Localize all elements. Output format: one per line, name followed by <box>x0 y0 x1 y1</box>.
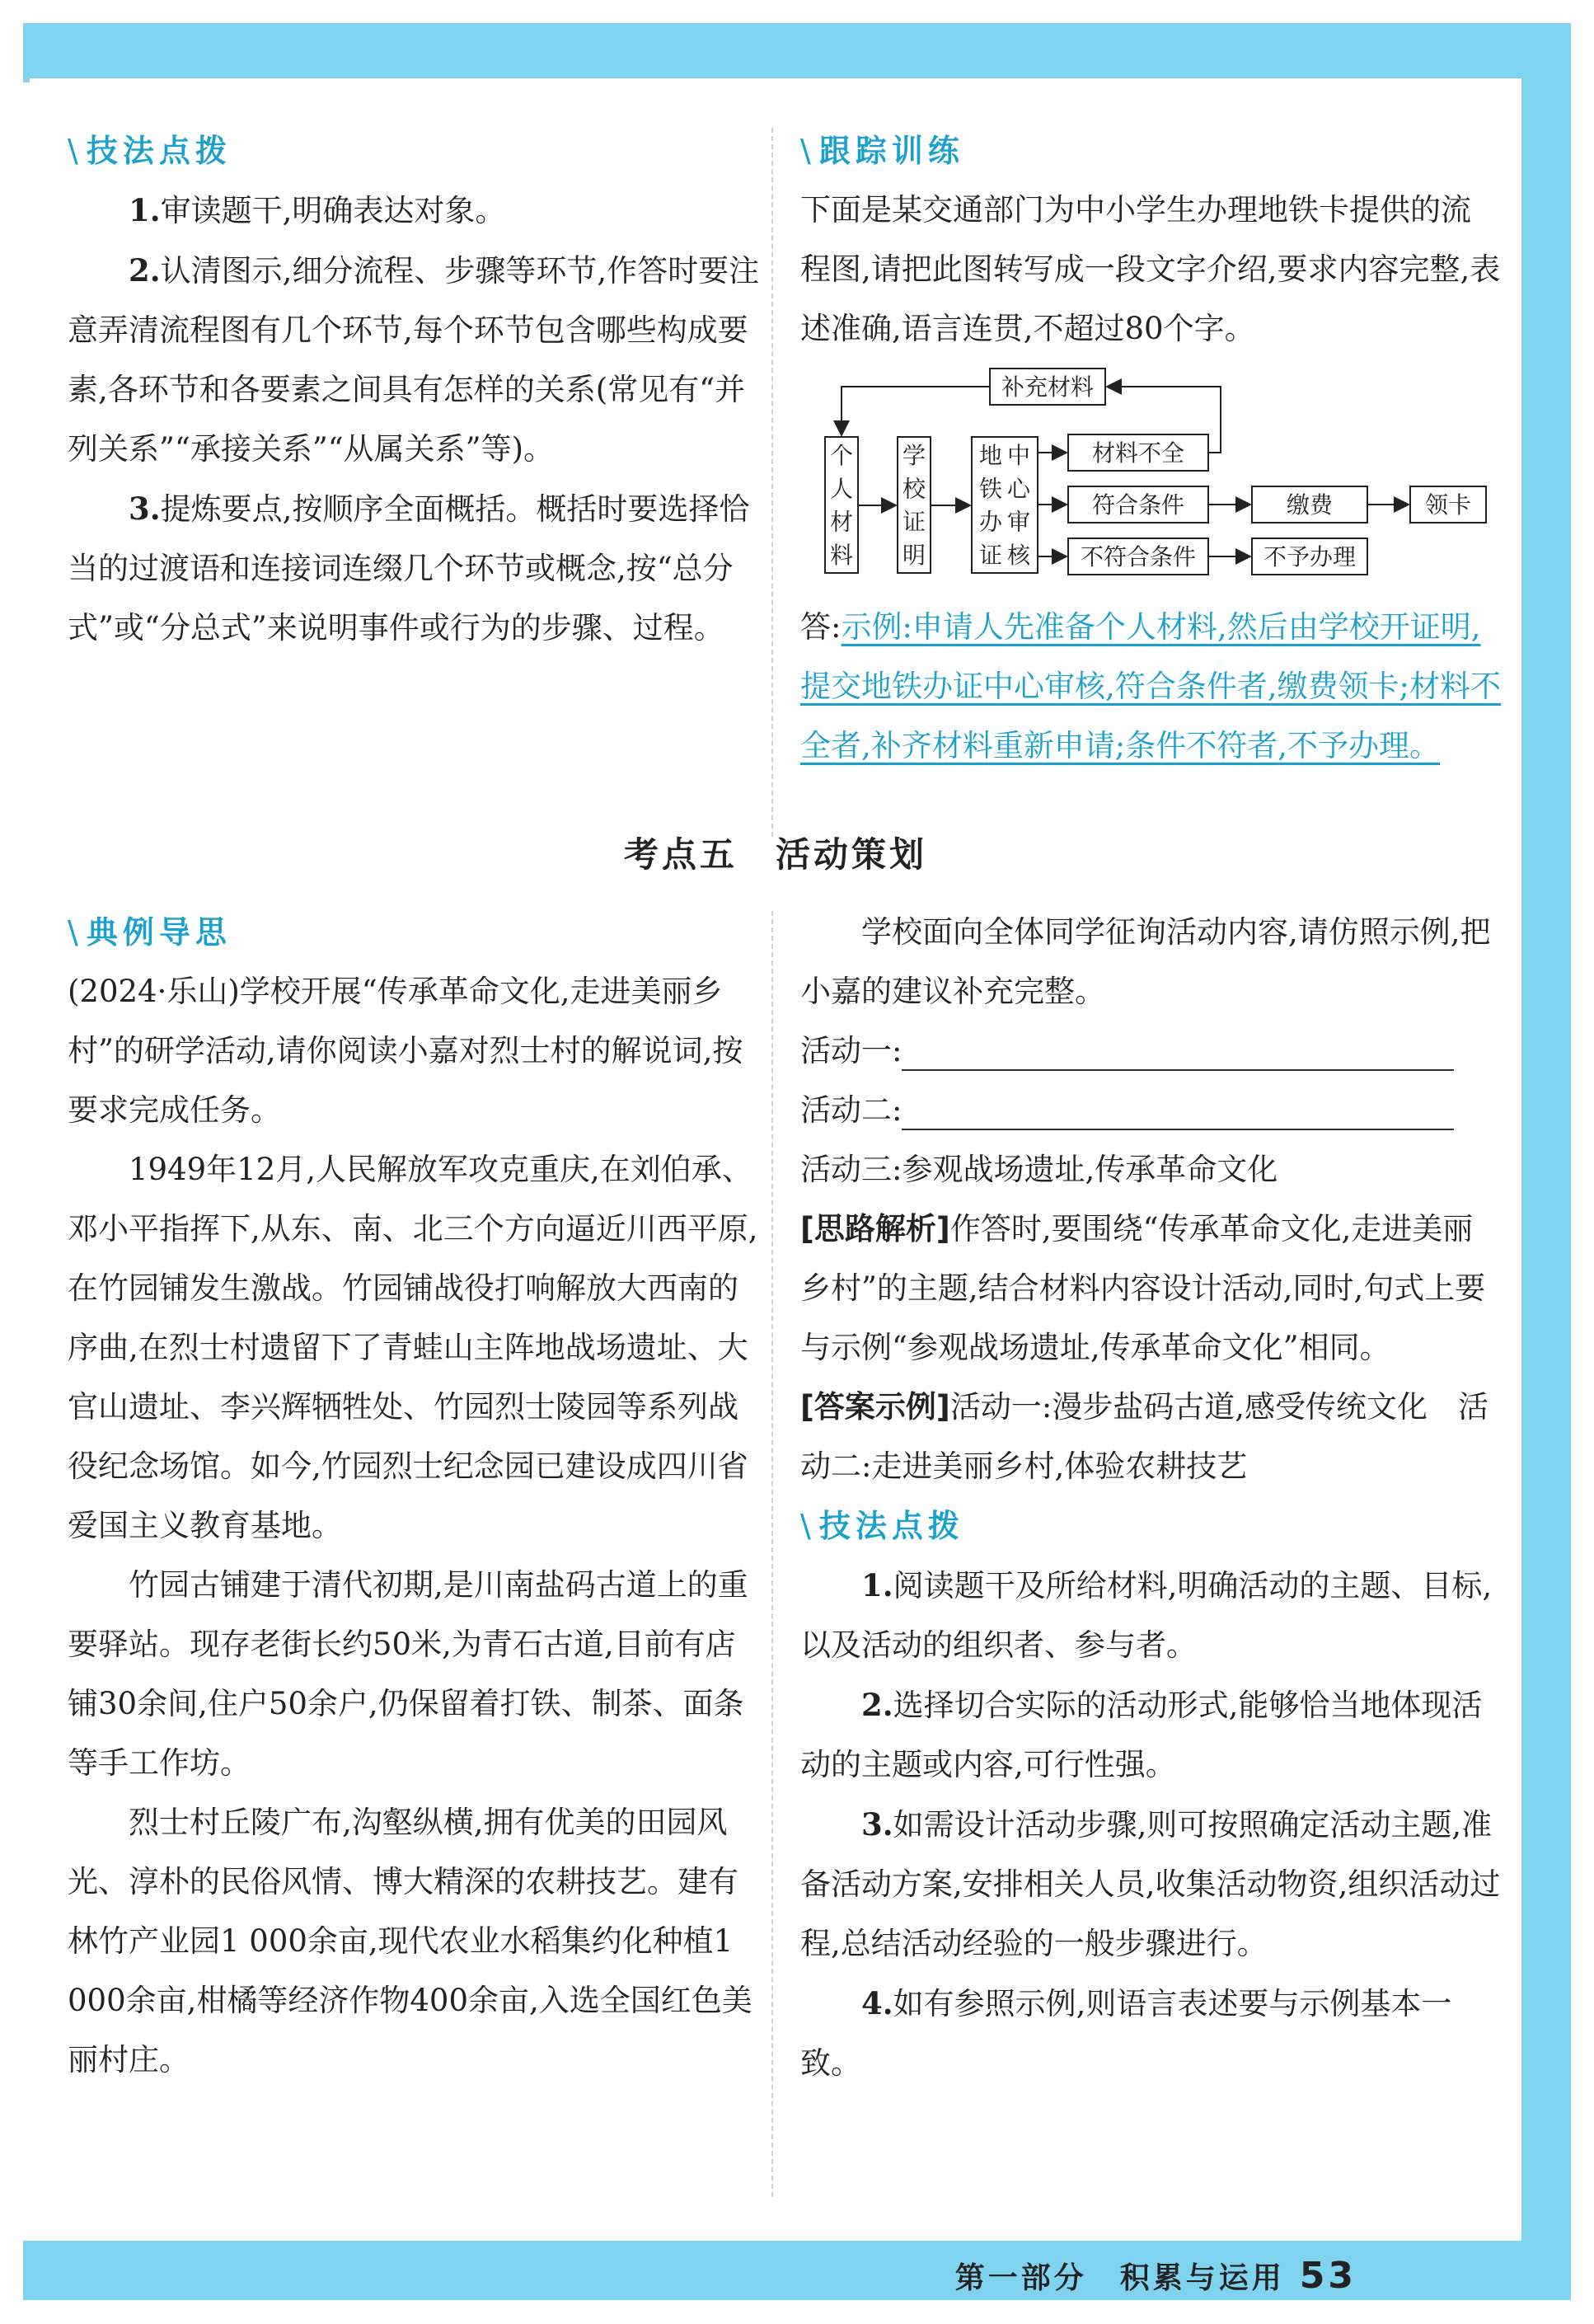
technique-item-3: 3.提炼要点,按顺序全面概括。概括时要选择恰当的过渡语和连接词连缀几个环节或概念,按“总分式”或“分总式”来说明事件或行为的步骤、过程。 <box>68 491 750 646</box>
activity-3-row: 活动三:参观战场遗址,传承革命文化 <box>800 1152 1278 1187</box>
flow-char: 办 <box>978 508 1003 536</box>
flow-label-buyu: 不予办理 <box>1263 543 1357 570</box>
technique-heading-2: \ 技法点拨 <box>800 1508 964 1544</box>
example-paragraph-2: 竹园古铺建于清代初期,是川南盐码古道上的重要驿站。现存老街长约50米,为青石古道,目前有店铺30余间,住户50余户,仍保留着打铁、制茶、面条等手工作坊。 <box>68 1567 748 1781</box>
flow-char: 料 <box>829 541 854 569</box>
technique-item-1: 1.审读题干,明确表达对象。 <box>129 192 506 228</box>
technique-heading: \ 技法点拨 <box>68 133 232 169</box>
answer-example: [答案示例]活动一:漫步盐码古道,感受传统文化 活动二:走进美丽乡村,体验农耕技艺 <box>800 1389 1489 1484</box>
activity-2-blank[interactable] <box>902 1096 1454 1130</box>
flow-char: 证 <box>902 508 926 536</box>
example-intro: (2024·乐山)学校开展“传承革命文化,走进美丽乡村”的研学活动,请你阅读小嘉对烈士村的解说词,按要求完成任务。 <box>68 974 743 1128</box>
flow-label-buquan: 材料不全 <box>1091 439 1185 467</box>
analysis: [思路解析]作答时,要围绕“传承革命文化,走进美丽乡村”的主题,结合材料内容设计活动,同时,句式上要与示例“参观战场遗址,传承革命文化”相同。 <box>800 1211 1486 1365</box>
flow-char: 学 <box>902 442 926 470</box>
flowchart <box>800 359 1501 598</box>
flow-label-lingka: 领卡 <box>1424 491 1472 519</box>
column-divider-top <box>771 128 773 837</box>
flow-char: 地 <box>978 442 1003 470</box>
right-top-column <box>800 121 1501 776</box>
right-bottom-column <box>800 903 1501 2093</box>
flow-char: 审 <box>1006 508 1031 536</box>
technique2-item-3: 3.如需设计活动步骤,则可按照确定活动主题,准备活动方案,安排相关人员,收集活动物资,组织活动过程,总结活动经验的一般步骤进行。 <box>800 1806 1501 1961</box>
activity-prompt: 学校面向全体同学征询活动内容,请仿照示例,把小嘉的建议补充完整。 <box>800 914 1491 1009</box>
technique-item-2: 2.认清图示,细分流程、步骤等环节,作答时要注意弄清流程图有几个环节,每个环节包含哪些构成要素,各环节和各要素之间具有怎样的关系(常见有“并列关系”“承接关系”“从属关系”等)。 <box>68 252 760 467</box>
page-footer <box>955 2255 1357 2297</box>
flow-label-fuhe: 符合条件 <box>1091 491 1185 519</box>
flow-char: 材 <box>829 508 854 536</box>
practice-answer: 答:示例:申请人先准备个人材料,然后由学校开证明,提交地铁办证中心审核,符合条件者,缴费领卡;材料不全者,补齐材料重新申请;条件不符者,不予办理。 <box>800 609 1501 763</box>
column-divider-bottom <box>771 911 773 2197</box>
flow-char: 心 <box>1006 475 1031 503</box>
flow-label-zhongxin <box>979 442 1031 569</box>
technique2-item-2: 2.选择切合实际的活动形式,能够恰当地体现活动的主题或内容,可行性强。 <box>800 1687 1483 1782</box>
right-color-band <box>1521 23 1571 2249</box>
flow-char: 明 <box>902 541 926 569</box>
flow-char: 个 <box>829 442 854 470</box>
flow-char: 校 <box>902 475 926 503</box>
flow-char: 证 <box>978 541 1003 569</box>
footer-text: 第一部分 积累与运用 <box>954 2261 1285 2295</box>
flow-label-buchong: 补充材料 <box>1001 373 1095 401</box>
flow-label-bufuhe: 不符合条件 <box>1080 543 1197 570</box>
activity-2-row: 活动二: <box>800 1081 1501 1140</box>
left-bottom-column <box>68 903 760 2090</box>
left-top-column <box>68 121 760 658</box>
section-title: 考点五 活动策划 <box>623 834 927 875</box>
page-number: 53 <box>1299 2255 1357 2297</box>
top-color-band <box>23 23 1571 82</box>
example-heading: \ 典例导思 <box>68 914 232 951</box>
flow-label-xuexiao <box>902 442 926 569</box>
activity-1-blank[interactable] <box>902 1036 1454 1071</box>
flow-label-jiaofei: 缴费 <box>1286 491 1334 519</box>
technique2-item-4: 4.如有参照示例,则语言表述要与示例基本一致。 <box>800 1985 1452 2081</box>
activity-1-row: 活动一: <box>800 1021 1501 1081</box>
flow-char: 核 <box>1006 541 1031 569</box>
page <box>30 78 1521 2297</box>
flow-char: 人 <box>829 475 854 503</box>
example-paragraph-3: 烈士村丘陵广布,沟壑纵横,拥有优美的田园风光、淳朴的民俗风情、博大精深的农耕技艺。建有林竹产业园1 000余亩,现代农业水稻集约化种植1 000余亩,柑橘等经济作物400余亩,入选全国红色美丽村庄。 <box>68 1805 752 2078</box>
flow-char: 中 <box>1006 442 1031 470</box>
practice-question: 下面是某交通部门为中小学生办理地铁卡提供的流程图,请把此图转写成一段文字介绍,要求内容完整,表述准确,语言连贯,不超过80个字。 <box>800 192 1501 346</box>
technique2-item-1: 1.阅读题干及所给材料,明确活动的主题、目标,以及活动的组织者、参与者。 <box>800 1567 1493 1663</box>
flow-label-geren <box>830 442 853 569</box>
example-paragraph-1: 1949年12月,人民解放军攻克重庆,在刘伯承、邓小平指挥下,从东、南、北三个方向逼近川西平原,在竹园铺发生激战。竹园铺战役打响解放大西南的序曲,在烈士村遗留下了青蛙山主阵地战场遗址、大官山遗址、李兴辉牺牲处、竹园烈士陵园等系列战役纪念场馆。如今,竹园烈士纪念园已建设成四川省爱国主义教育基地。 <box>68 1152 758 1543</box>
practice-heading: \ 跟踪训练 <box>800 133 964 169</box>
flow-char: 铁 <box>978 475 1003 503</box>
